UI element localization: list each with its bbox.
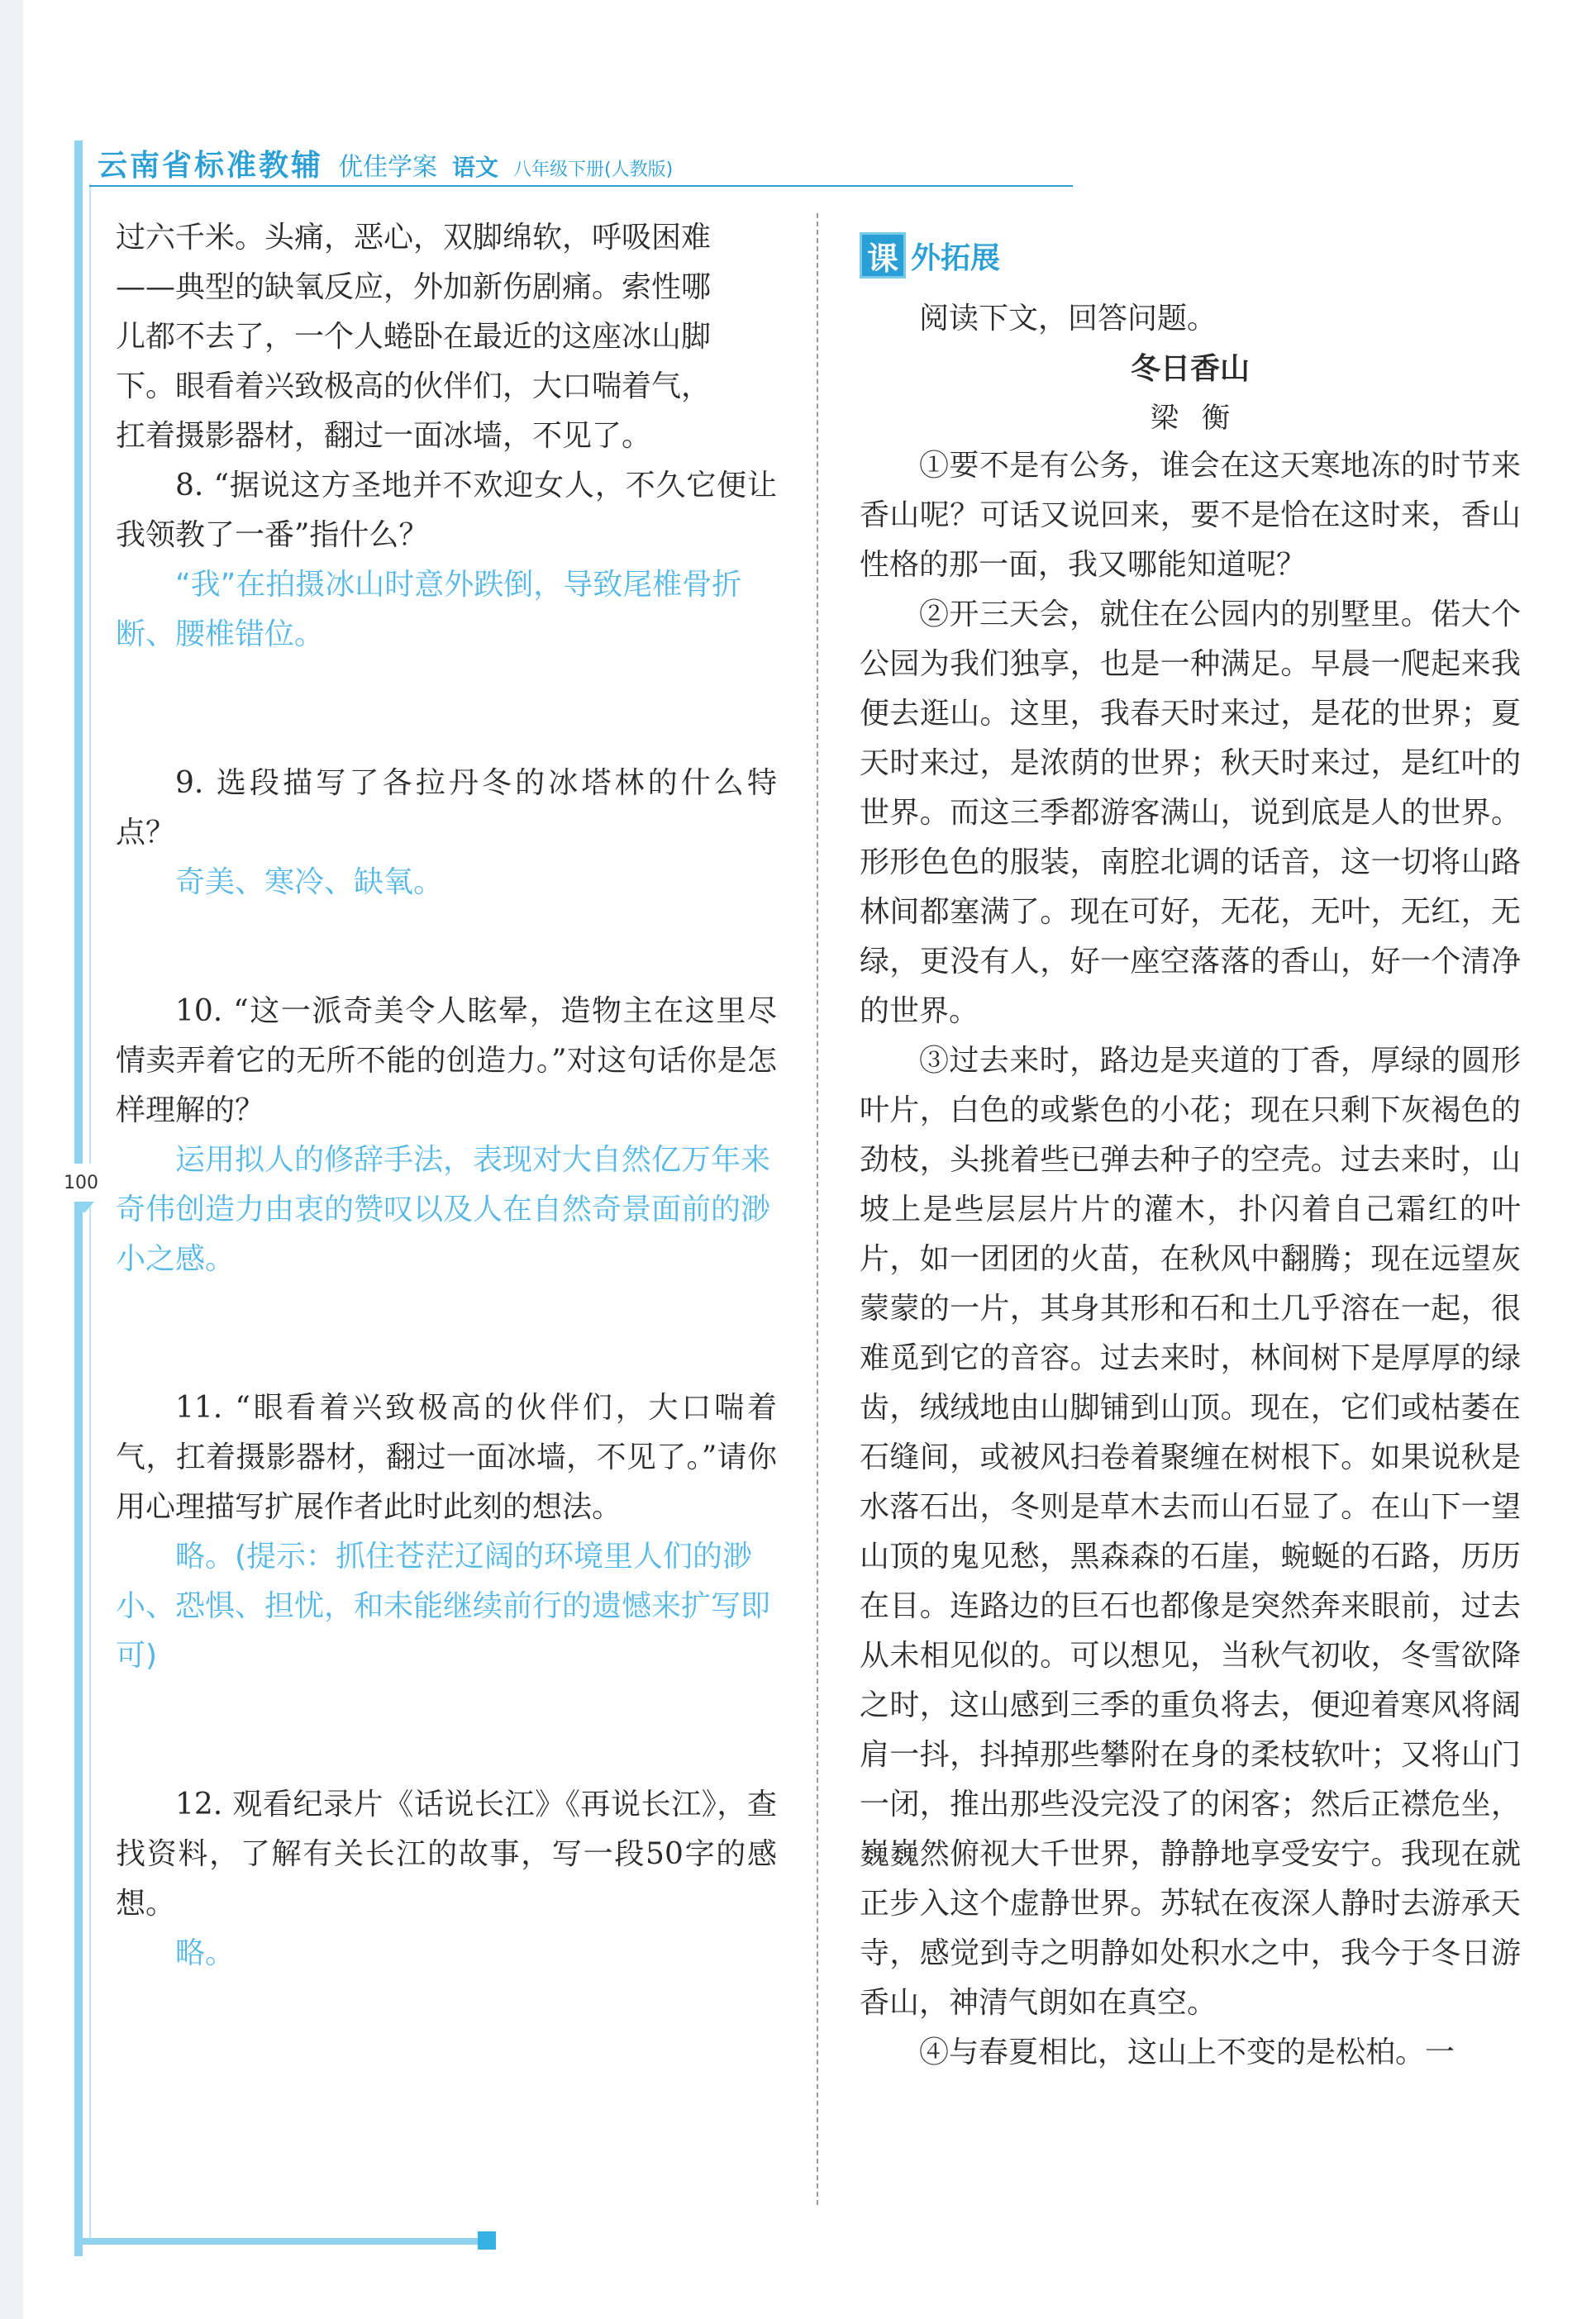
header-brand: 云南省标准教辅	[98, 149, 324, 183]
reading-instruction: 阅读下文，回答问题。	[919, 302, 1217, 336]
question-11: 11. “眼看着兴致极高的伙伴们，大口喘着气，扛着摄影器材，翻过一面冰墙，不见了。”请你用心理描写扩展作者此时此刻的想法。	[116, 1391, 777, 1524]
page-number: 100	[56, 1164, 106, 1202]
header-series: 优佳学案	[338, 153, 438, 182]
header-rule	[89, 185, 1073, 187]
answer-10: 运用拟人的修辞手法，表现对大自然亿万年来奇伟创造力由衷的赞叹以及人在自然奇景面前的渺小之感。	[116, 1143, 771, 1276]
section-badge-icon: 课	[860, 232, 906, 279]
article-author: 梁衡	[1151, 402, 1253, 435]
answer-9: 奇美、寒冷、缺氧。	[175, 865, 444, 899]
bottom-margin-bar	[74, 2238, 479, 2245]
article-paragraph: ③过去来时，路边是夹道的丁香，厚绿的圆形叶片，白色的或紫色的小花；现在只剩下灰褐色的劲枝，头挑着些已弹去种子的空壳。过去来时，山坡上是些层层片片的灌木，扑闪着自己霜红的叶片，如一团团的火苗，在秋风中翻腾；现在远望灰蒙蒙的一片，其身其形和石和土几乎溶在一起，很难觅到它的音容。过去来时，林间树下是厚厚的绿齿，绒绒地由山脚铺到山顶。现在，它们或枯萎在石缝间，或被风扫卷着聚缠在树根下。如果说秋是水落石出，冬则是草木去而山石显了。在山下一望山顶的鬼见愁，黑森森的石崖，蜿蜒的石路，历历在目。连路边的巨石也都像是突然奔来眼前，过去从未相见似的。可以想见，当秋气初收，冬雪欲降之时，这山感到三季的重负将去，便迎着寒风将阔肩一抖，抖掉那些攀附在身的柔枝软叶；又将山门一闭，推出那些没完没了的闲客；然后正襟危坐，巍巍然俯视大千世界，静静地享受安宁。我现在就正步入这个虚静世界。苏轼在夜深人静时去游承天寺，感觉到寺之明静如处积水之中，我今于冬日游香山，神清气朗如在真空。	[860, 1044, 1521, 2020]
extension-heading	[860, 228, 1521, 283]
running-header	[98, 142, 673, 185]
bottom-margin-square	[478, 2231, 496, 2250]
article-paragraph: ④与春夏相比，这山上不变的是松柏。一	[919, 2036, 1455, 2069]
question-9: 9. 选段描写了各拉丹冬的冰塔林的什么特点？	[116, 766, 777, 850]
answer-12: 略。	[175, 1936, 236, 1970]
intro-line: ——典型的缺氧反应，外加新伤剧痛。索性哪	[116, 270, 712, 304]
section-title: 外拓展	[911, 240, 1001, 275]
intro-line: 扛着摄影器材，翻过一面冰墙，不见了。	[116, 419, 652, 453]
column-divider	[817, 213, 818, 2205]
header-subject: 语文	[452, 154, 499, 181]
article-paragraph: ①要不是有公务，谁会在这天寒地冻的时节来香山呢？可话又说回来，要不是恰在这时来，香山性格的那一面，我又哪能知道呢？	[860, 449, 1521, 582]
answer-11: 略。(提示：抓住苍茫辽阔的环境里人们的渺小、恐惧、担忧，和未能继续前行的遗憾来扩写即可)	[116, 1540, 771, 1673]
right-column	[860, 213, 1521, 2078]
article-paragraph: ②开三天会，就住在公园内的别墅里。偌大个公园为我们独享，也是一种满足。早晨一爬起来我便去逛山。这里，我春天时来过，是花的世界；夏天时来过，是浓荫的世界；秋天时来过，是红叶的世界。而这三季都游客满山，说到底是人的世界。形形色色的服装，南腔北调的话音，这一切将山路林间都塞满了。现在可好，无花，无叶，无红，无绿，更没有人，好一座空落落的香山，好一个清净的世界。	[860, 598, 1521, 1028]
answer-8: “我”在拍摄冰山时意外跌倒，导致尾椎骨折断、腰椎错位。	[116, 568, 742, 651]
intro-line: 儿都不去了，一个人蜷卧在最近的这座冰山脚	[116, 320, 712, 354]
question-12: 12. 观看纪录片《话说长江》《再说长江》，查找资料，了解有关长江的故事，写一段50字的感想。	[116, 1788, 777, 1921]
header-grade: 八年级下册(人教版)	[513, 160, 674, 180]
article-title: 冬日香山	[1130, 352, 1250, 386]
intro-line: 过六千米。头痛，恶心，双脚绵软，呼吸困难	[116, 221, 712, 255]
left-column	[116, 213, 777, 1979]
question-10: 10. “这一派奇美令人眩晕，造物主在这里尽情卖弄着它的无所不能的创造力。”对这句话你是怎样理解的？	[116, 994, 777, 1127]
question-8: 8. “据说这方圣地并不欢迎女人，不久它便让我领教了一番”指什么？	[116, 469, 777, 552]
intro-line: 下。眼看着兴致极高的伙伴们，大口喘着气，	[116, 369, 712, 403]
